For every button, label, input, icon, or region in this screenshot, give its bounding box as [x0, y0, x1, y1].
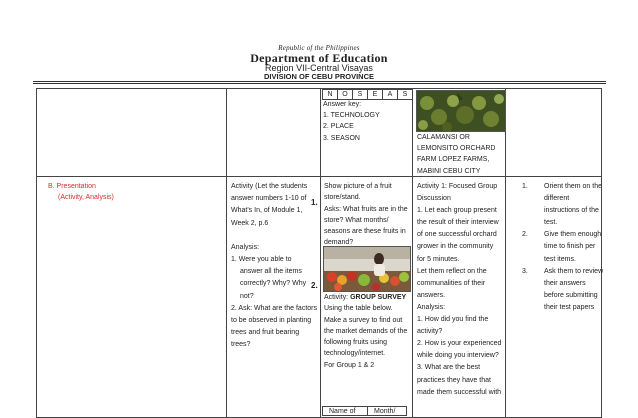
instruction-number: 1.: [522, 183, 528, 190]
fgd-line: Discussion: [417, 195, 451, 203]
answer-key-item: 2. PLACE: [323, 123, 354, 131]
activity-column: [231, 181, 319, 352]
header-rule-2: [33, 83, 606, 84]
activity-heading: [324, 292, 407, 303]
fgd-line: practices they have that: [417, 376, 491, 384]
header-republic: Republic of the Philippines: [278, 44, 360, 52]
question-2-line: trees and fruit bearing: [231, 329, 300, 337]
fgd-line: made them successful with: [417, 388, 502, 396]
letter-box-4: E: [367, 89, 383, 100]
question-1: 1. Were you able to: [231, 256, 292, 264]
fgd-line: activity?: [417, 328, 443, 336]
fgd-line: 3. What are the best: [417, 364, 481, 372]
header-rule: [33, 81, 606, 82]
fgd-line: 1. Let each group present: [417, 207, 497, 215]
section-subtitle: (Activity, Analysis): [58, 194, 114, 202]
fruit-store-prompt: [324, 181, 408, 249]
instruction-line: their test papers: [544, 303, 595, 311]
activity-line: What's In, of Module 1,: [231, 207, 303, 215]
instruction-item-2: [510, 229, 603, 265]
prompt-line: store? What months/: [324, 216, 389, 224]
answer-key-item: 1. TECHNOLOGY: [323, 112, 380, 120]
survey-line: Make a survey to find out: [324, 316, 403, 324]
fgd-line: 1. How did you find the: [417, 316, 489, 324]
survey-line: the market demands of the: [324, 327, 408, 335]
fgd-line: of one successful orchard: [417, 231, 497, 239]
col-divider-1: [226, 88, 227, 417]
marker-1: 1.: [311, 198, 318, 207]
fgd-line: the result of their interview: [417, 219, 499, 227]
fgd-line: for 5 minutes.: [417, 255, 460, 263]
test-instructions-column: [510, 181, 603, 314]
answer-key: [323, 99, 380, 144]
prompt-line: Asks: What fruits are in the: [324, 205, 408, 213]
section-title: [48, 181, 114, 203]
group-survey: [324, 292, 407, 371]
instruction-line: Give them enough: [544, 231, 602, 239]
answer-key-title: Answer key:: [323, 101, 362, 108]
fgd-line: communalities of their: [417, 279, 486, 287]
instruction-line: Orient them on the: [544, 183, 602, 190]
caption-line: MABINI CEBU CITY: [417, 167, 481, 175]
fgd-line: grower in the community: [417, 243, 494, 251]
question-1-line: not?: [240, 292, 254, 300]
instruction-text: [536, 266, 603, 314]
instruction-line: Ask them to review: [544, 267, 604, 275]
letter-box-1: N: [322, 89, 338, 100]
instruction-item-3: [510, 266, 603, 314]
activity-prefix: Activity:: [324, 294, 351, 301]
instruction-line: test.: [544, 219, 558, 227]
letter-box-3: S: [352, 89, 368, 100]
survey-line: following fruits using: [324, 339, 388, 347]
marker-2: 2.: [311, 281, 318, 290]
instruction-number: 2.: [522, 231, 528, 239]
col-divider-2: [320, 88, 321, 417]
instruction-line: their answers: [544, 279, 586, 287]
prompt-line: seasons are these fruits in: [324, 228, 406, 236]
survey-table-header: [323, 406, 408, 416]
prompt-line: Show picture of a fruit: [324, 183, 392, 190]
question-2: 2. Ask: What are the factors: [231, 304, 317, 312]
question-1-line: answer all the items: [240, 268, 302, 276]
fgd-line: while doing you interview?: [417, 352, 499, 360]
activity-title: GROUP SURVEY: [350, 294, 407, 301]
question-2-line: to be observed in planting: [231, 317, 312, 325]
fgd-line: Analysis:: [417, 303, 446, 311]
caption-line: FARM LOPEZ FARMS,: [417, 156, 490, 164]
spacer: [231, 230, 319, 242]
survey-col-month: Month/: [367, 406, 407, 416]
survey-line: technology/internet.: [324, 350, 386, 358]
activity-line: Week 2, p.6: [231, 219, 269, 227]
instruction-text: [536, 229, 601, 265]
prompt-line: demand?: [324, 239, 354, 247]
fruit-store-illustration: [324, 247, 410, 291]
col-divider-4: [505, 88, 506, 417]
col-divider-3: [412, 88, 413, 417]
row-divider: [36, 176, 602, 177]
instruction-number: 3.: [522, 267, 528, 275]
instruction-line: different: [544, 195, 570, 203]
activity-line: Activity (Let the students: [231, 183, 308, 190]
section-b-presentation: B. Presentation: [48, 183, 96, 190]
focused-group-column: [417, 181, 501, 399]
calamansi-illustration: [417, 91, 505, 131]
fgd-line: answers.: [417, 291, 446, 299]
prompt-line: store/stand.: [324, 194, 361, 202]
answer-key-item: 3. SEASON: [323, 134, 360, 142]
activity-line: answer numbers 1-10 of: [231, 195, 307, 203]
fruit-store-photo: [323, 246, 411, 292]
noseas-letter-boxes: [323, 89, 413, 99]
question-1-line: correctly? Why? Why: [240, 280, 307, 288]
letter-box-6: S: [397, 89, 413, 100]
instruction-text: [536, 181, 602, 229]
fgd-line: Activity 1: Focused Group: [417, 183, 498, 190]
instruction-line: time to finish per: [544, 243, 596, 251]
survey-line: Using the table below.: [324, 305, 393, 313]
survey-col-name: Name of: [322, 406, 368, 416]
header-deped: Department of Education: [250, 51, 388, 65]
caption-line: CALAMANSI OR: [417, 134, 470, 141]
instruction-line: instructions of the: [544, 207, 599, 215]
header-division: DIVISION OF CEBU PROVINCE: [263, 72, 374, 81]
instruction-line: test items.: [544, 255, 576, 263]
question-2-line: trees?: [231, 341, 251, 349]
letter-box-2: O: [337, 89, 353, 100]
caption-line: LEMONSITO ORCHARD: [417, 145, 496, 153]
fgd-line: 2. How is your experienced: [417, 340, 502, 348]
letter-box-5: A: [382, 89, 398, 100]
calamansi-caption: [417, 132, 495, 177]
survey-line: For Group 1 & 2: [324, 361, 375, 369]
instruction-item-1: [510, 181, 603, 229]
header-region: Region VII-Central Visayas: [265, 63, 373, 73]
fgd-line: Let them reflect on the: [417, 267, 487, 275]
analysis-label: Analysis:: [231, 243, 260, 251]
instruction-line: before submitting: [544, 291, 598, 299]
calamansi-photo: [416, 90, 506, 132]
